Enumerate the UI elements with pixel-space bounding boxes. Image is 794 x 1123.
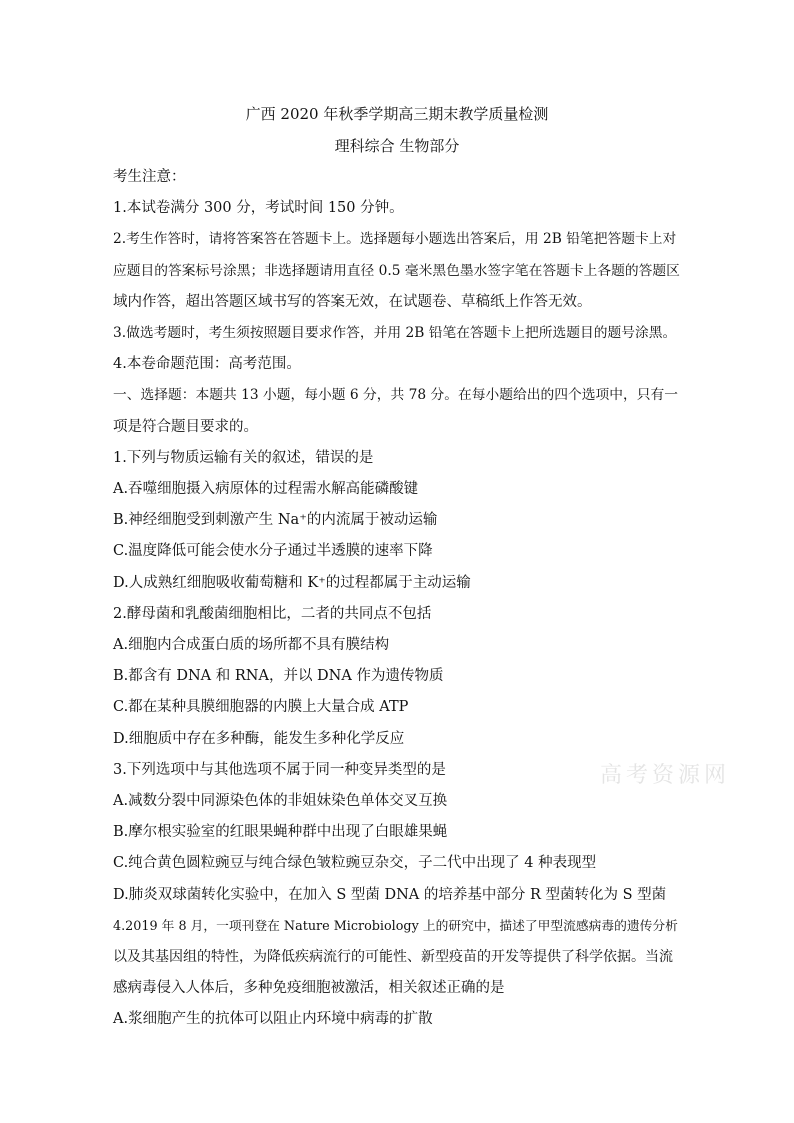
notice-heading: 考生注意： [113,169,186,185]
section-instructions: 一、选择题：本题共 13 小题，每小题 6 分，共 78 分。在每小题给出的四个选项中，只有一 [113,387,678,404]
exam-page [113,98,681,1036]
question-option: D.细胞质中存在多种酶，能发生多种化学反应 [113,730,405,747]
section-instructions: 项是符合题目要求的。 [113,418,258,435]
watermark: 高考资源网 [600,763,731,788]
question-stem: 以及其基因组的特性，为降低疾病流行的可能性、新型疫苗的开发等提供了科学依据。当流 [113,949,673,966]
page-title: 广西 2020 年秋季学期高三期末教学质量检测 [245,105,549,123]
question-option: A.吞噬细胞摄入病原体的过程需水解高能磷酸键 [113,481,419,498]
question-stem: 感病毒侵入人体后，多种免疫细胞被激活，相关叙述正确的是 [113,980,505,997]
question-stem: 1.下列与物质运输有关的叙述，错误的是 [113,449,374,466]
notice-item: 应题目的答案标号涂黑；非选择题请用直径 0.5 毫米黑色墨水签字笔在答题卡上各题的答题区 [113,262,680,279]
question-option: A.浆细胞产生的抗体可以阻止内环境中病毒的扩散 [113,1011,433,1028]
question-option: B.神经细胞受到刺激产生 Na⁺的内流属于被动运输 [113,512,438,529]
page-subtitle: 理科综合 生物部分 [334,137,460,155]
question-option: C.都在某种具膜细胞器的内膜上大量合成 ATP [113,699,409,716]
question-option: A.减数分裂中同源染色体的非姐妹染色单体交叉互换 [113,793,448,810]
question-option: D.肺炎双球菌转化实验中，在加入 S 型菌 DNA 的培养基中部分 R 型菌转化为 S 型菌 [113,886,667,903]
notice-item: 1.本试卷满分 300 分，考试时间 150 分钟。 [113,200,404,217]
question-option: C.纯合黄色圆粒豌豆与纯合绿色皱粒豌豆杂交，子二代中出现了 4 种表现型 [113,855,597,872]
question-stem: 4.2019 年 8 月，一项刊登在 Nature Microbiology 上的研究中，描述了甲型流感病毒的遗传分析 [113,918,678,934]
question-stem: 2.酵母菌和乳酸菌细胞相比，二者的共同点不包括 [113,605,432,622]
notice-item: 2.考生作答时，请将答案答在答题卡上。选择题每小题选出答案后，用 2B 铅笔把答题卡上对 [113,231,677,248]
question-stem: 3.下列选项中与其他选项不属于同一种变异类型的是 [113,761,446,778]
notice-item: 4.本卷命题范围：高考范围。 [113,356,301,373]
question-option: B.摩尔根实验室的红眼果蝇种群中出现了白眼雄果蝇 [113,824,448,841]
question-option: B.都含有 DNA 和 RNA，并以 DNA 作为遗传物质 [113,668,444,685]
notice-item: 域内作答，超出答题区域书写的答案无效，在试题卷、草稿纸上作答无效。 [113,293,592,310]
question-option: D.人成熟红细胞吸收葡萄糖和 K⁺的过程都属于主动运输 [113,574,471,591]
notice-item: 3.做选考题时，考生须按照题目要求作答，并用 2B 铅笔在答题卡上把所选题目的题号涂黑。 [113,325,677,342]
question-option: A.细胞内合成蛋白质的场所都不具有膜结构 [113,637,390,654]
question-option: C.温度降低可能会使水分子通过半透膜的速率下降 [113,543,433,560]
